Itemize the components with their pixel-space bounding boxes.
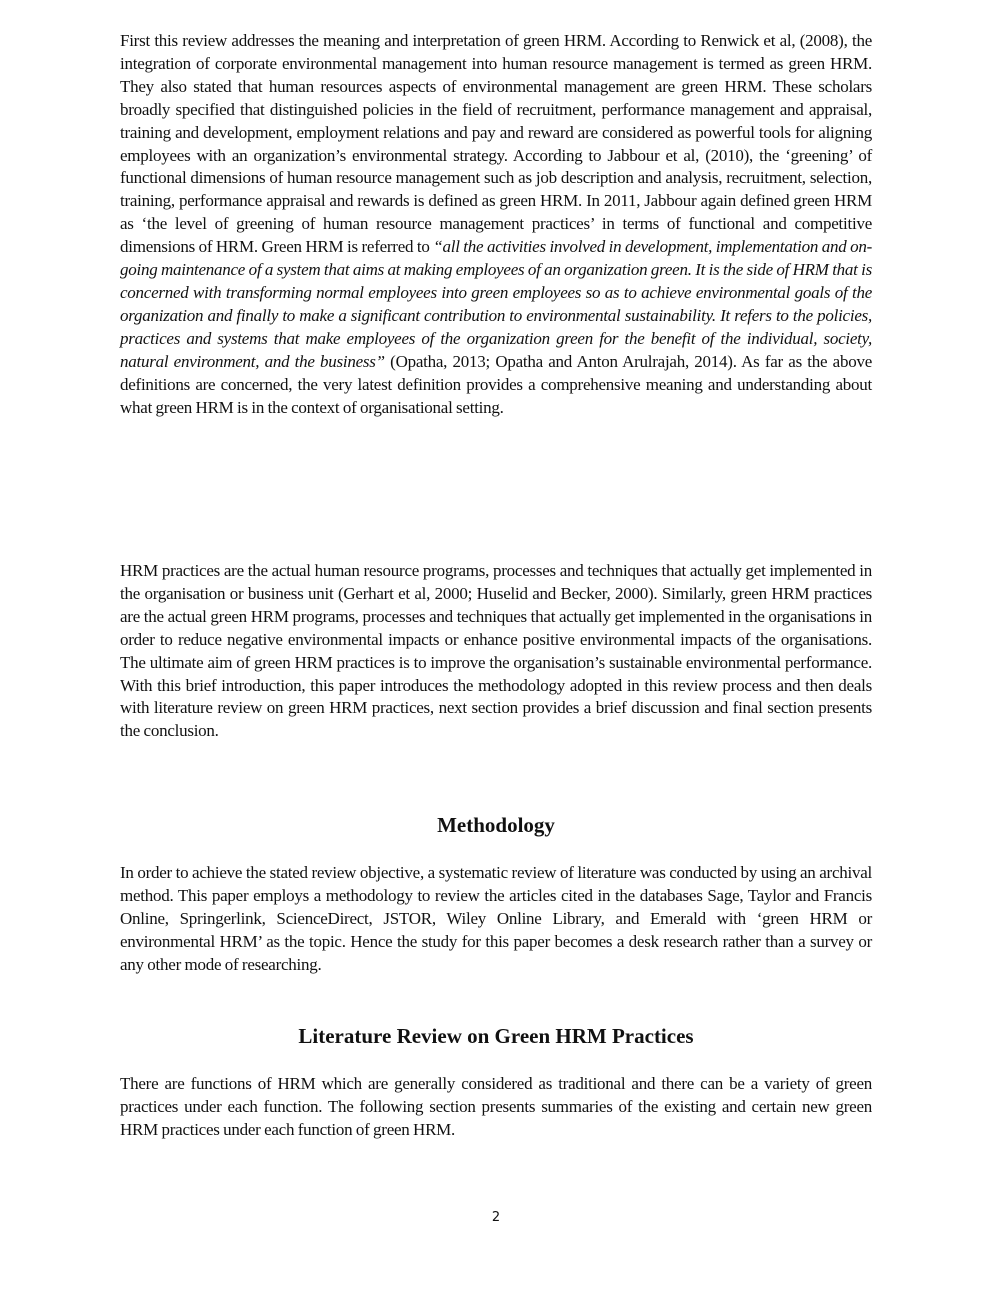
italic-quote: “all the activities involved in development, implementation and on-going maintenance of a system that aims at making employees of an organization green. It is the side of HRM that is concerned with transforming normal employees into green employees so as to achieve environmental goals of the organization and finally to make a significant contribution to environmental sustainability. It refers to the policies, practices and systems that make employees of the organization green for the benefit of the individual, society, natural environment, and the business”: [120, 237, 872, 371]
paragraph-text: First this review addresses the meaning and interpretation of green HRM. According to Renwick et al, (2008), the integration of corporate environmental management into human resource management is termed as green HRM. They also stated that human resources aspects of environmental management are green HRM. These scholars broadly specified that distinguished policies in the field of recruitment, performance management and appraisal, training and development, employment relations and pay and reward are considered as powerful tools for aligning employees with an organization’s environmental strategy. According to Jabbour et al, (2010), the ‘greening’ of functional dimensions of human resource management such as job description and analysis, recruitment, selection, training, performance appraisal and rewards is defined as green HRM. In 2011, Jabbour again defined green HRM as ‘the level of greening of human resource management practices’ in terms of functional and competitive dimensions of HRM. Green HRM is referred to: [120, 31, 872, 257]
page-number: 2: [491, 1210, 501, 1225]
heading-methodology: Methodology: [437, 813, 555, 837]
paragraph-green-hrm-definition: [120, 30, 872, 419]
paragraph-methodology: In order to achieve the stated review objective, a systematic review of literature was conducted by using an archival method. This paper employs a methodology to review the articles cited in the databases Sage, Taylor and Francis Online, Springerlink, ScienceDirect, JSTOR, Wiley Online Library, and Emerald with ‘green HRM or environmental HRM’ as the topic. Hence the study for this paper becomes a desk research rather than a survey or any other mode of researching.: [120, 863, 872, 974]
heading-literature-review: Literature Review on Green HRM Practices: [298, 1024, 694, 1048]
paragraph-text: (Opatha, 2013; Opatha and Anton Arulrajah, 2014). As far as the above definitions are concerned, the very latest definition provides a comprehensive meaning and understanding about what green HRM is in the context of organisational setting.: [120, 351, 872, 417]
paragraph-hrm-practices: HRM practices are the actual human resource programs, processes and techniques that actually get implemented in the organisation or business unit (Gerhart et al, 2000; Huselid and Becker, 2000). Similarly, green HRM practices are the actual green HRM programs, processes and techniques that actually get implemented in the organisations in order to reduce negative environmental impacts or enhance positive environmental impacts of the organisations. The ultimate aim of green HRM practices is to improve the organisation’s sustainable environmental performance. With this brief introduction, this paper introduces the methodology adopted in this review process and then deals with literature review on green HRM practices, next section provides a brief discussion and final section presents the conclusion.: [120, 561, 872, 741]
paragraph-literature-intro: There are functions of HRM which are generally considered as traditional and there can be a variety of green practices under each function. The following section presents summaries of the existing and certain new green HRM practices under each function of green HRM.: [120, 1074, 872, 1139]
